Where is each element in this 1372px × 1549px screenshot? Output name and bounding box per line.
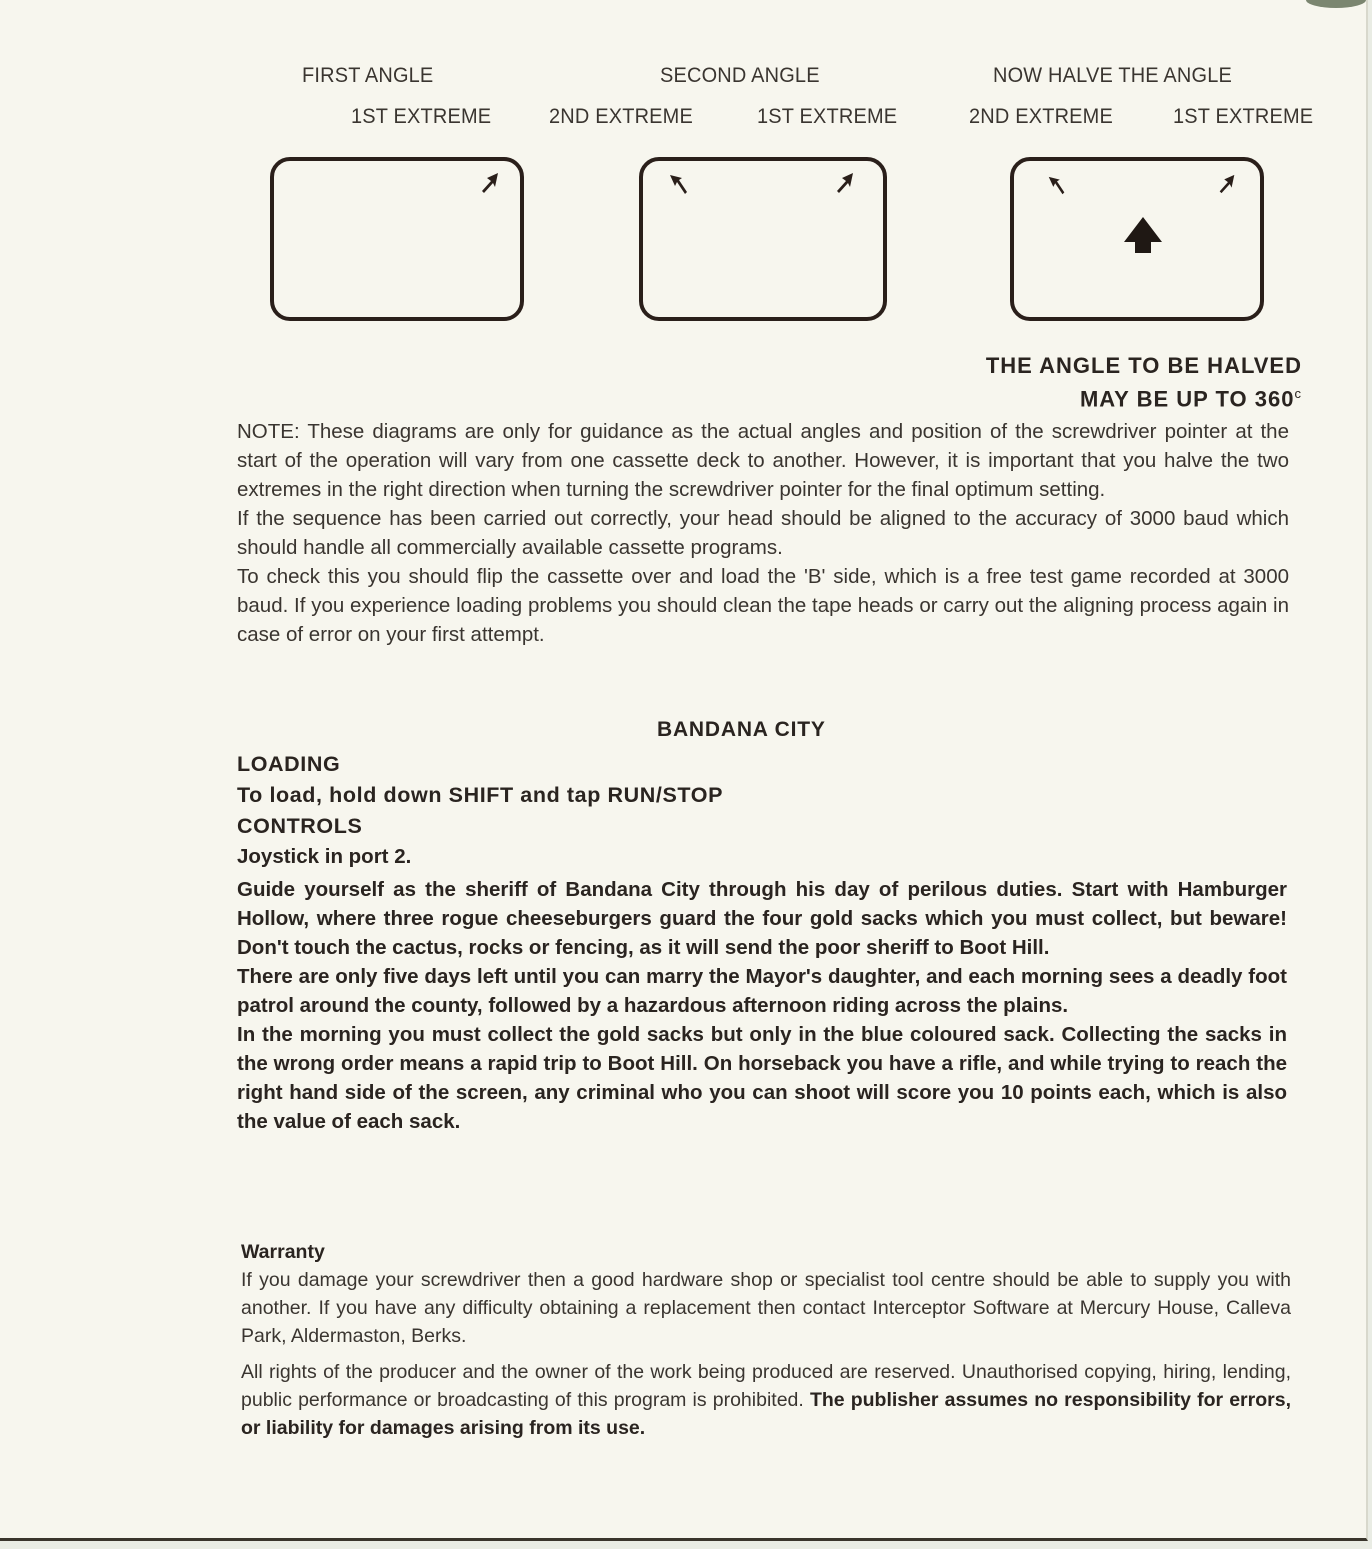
- game-description-paragraph: There are only five days left until you can marry the Mayor's daughter, and each morning sees a deadly foot patrol around the county, followed by a hazardous afternoon riding across the plains.: [237, 965, 1287, 1017]
- game-description-paragraph: Guide yourself as the sheriff of Bandana City through his day of perilous duties. Start with Hamburger Hollow, where three rogue cheeseburgers guard the four gold sacks which you must collect, but beware! Don't touch the cactus, rocks or fencing, as it will send the poor sheriff to Boot Hill.: [237, 878, 1287, 959]
- rights-notice: [241, 1358, 1291, 1442]
- second-extreme-pointer-icon: [667, 173, 691, 197]
- first-extreme-pointer-icon: [1216, 173, 1238, 195]
- alignment-note: [237, 417, 1289, 649]
- extreme-label: 1ST EXTREME: [351, 105, 492, 128]
- halve-note-line-2: [986, 380, 1302, 413]
- halve-angle-note: [986, 352, 1302, 413]
- rights-text: All rights of the producer and the owner of the work being produced are reserved. Unauthorised copying, hiring, lending, public performance or broadcasting of this program is prohibited.: [241, 1361, 1291, 1411]
- first-extreme-pointer-icon: [833, 171, 857, 195]
- note-paragraph: To check this you should flip the cassette over and load the 'B' side, which is a free test game recorded at 3000 baud. If you experience loading problems you should clean the tape heads or carry out the aligning process again in case of error on your first attempt.: [237, 565, 1289, 646]
- first-extreme-pointer-icon: [478, 171, 502, 195]
- halved-direction-arrow-icon: [1122, 215, 1164, 255]
- game-title: BANDANA CITY: [657, 718, 826, 741]
- halve-note-line-1: THE ANGLE TO BE HALVED: [985, 353, 1302, 378]
- controls-heading: CONTROLS: [237, 814, 363, 838]
- second-extreme-pointer-icon: [1046, 175, 1068, 197]
- game-description-paragraph: In the morning you must collect the gold sacks but only in the blue coloured sack. Collecting the sacks in the wrong order means a rapid trip to Boot Hill. On horseback you have a rifle, and while trying to reach the right hand side of the screen, any criminal who you can shoot will score you 10 points each, which is also the value of each sack.: [237, 1023, 1287, 1133]
- warranty-title: Warranty: [241, 1241, 325, 1263]
- halve-angle-heading: NOW HALVE THE ANGLE: [993, 64, 1233, 87]
- warranty-section: [241, 1238, 1291, 1442]
- first-angle-heading: FIRST ANGLE: [302, 64, 434, 87]
- halve-note-text: MAY BE UP TO 360: [1079, 386, 1295, 412]
- disclaimer-text: The publisher assumes no responsibility for errors, or liability for damages arising from its use.: [241, 1389, 1291, 1439]
- extreme-label: 1ST EXTREME: [757, 105, 898, 128]
- extreme-label: 2ND EXTREME: [969, 105, 1113, 128]
- controls-text: Joystick in port 2.: [237, 845, 412, 868]
- game-instructions: [237, 749, 1287, 1136]
- page-corner-shadow: [1306, 0, 1366, 8]
- loading-heading: LOADING: [237, 752, 341, 776]
- degree-symbol: c: [1294, 386, 1302, 401]
- loading-text: To load, hold down SHIFT and tap RUN/STOP: [237, 783, 724, 807]
- note-paragraph: If the sequence has been carried out correctly, your head should be aligned to the accuracy of 3000 baud which should handle all commercially available cassette programs.: [237, 507, 1289, 559]
- warranty-text: If you damage your screwdriver then a good hardware shop or specialist tool centre should be able to supply you with another. If you have any difficulty obtaining a replacement then contact Interceptor Software at Mercury House, Calleva Park, Aldermaston, Berks.: [241, 1269, 1291, 1347]
- second-angle-heading: SECOND ANGLE: [660, 64, 820, 87]
- extreme-label: 2ND EXTREME: [549, 105, 693, 128]
- note-paragraph: NOTE: These diagrams are only for guidance as the actual angles and position of the screwdriver pointer at the start of the operation will vary from one cassette deck to another. However, it is important that you halve the two extremes in the right direction when turning the screwdriver pointer for the final optimum setting.: [237, 420, 1289, 501]
- halve-angle-diagram: [1010, 157, 1264, 321]
- extreme-label: 1ST EXTREME: [1173, 105, 1314, 128]
- second-angle-diagram: [639, 157, 887, 321]
- first-angle-diagram: [270, 157, 524, 321]
